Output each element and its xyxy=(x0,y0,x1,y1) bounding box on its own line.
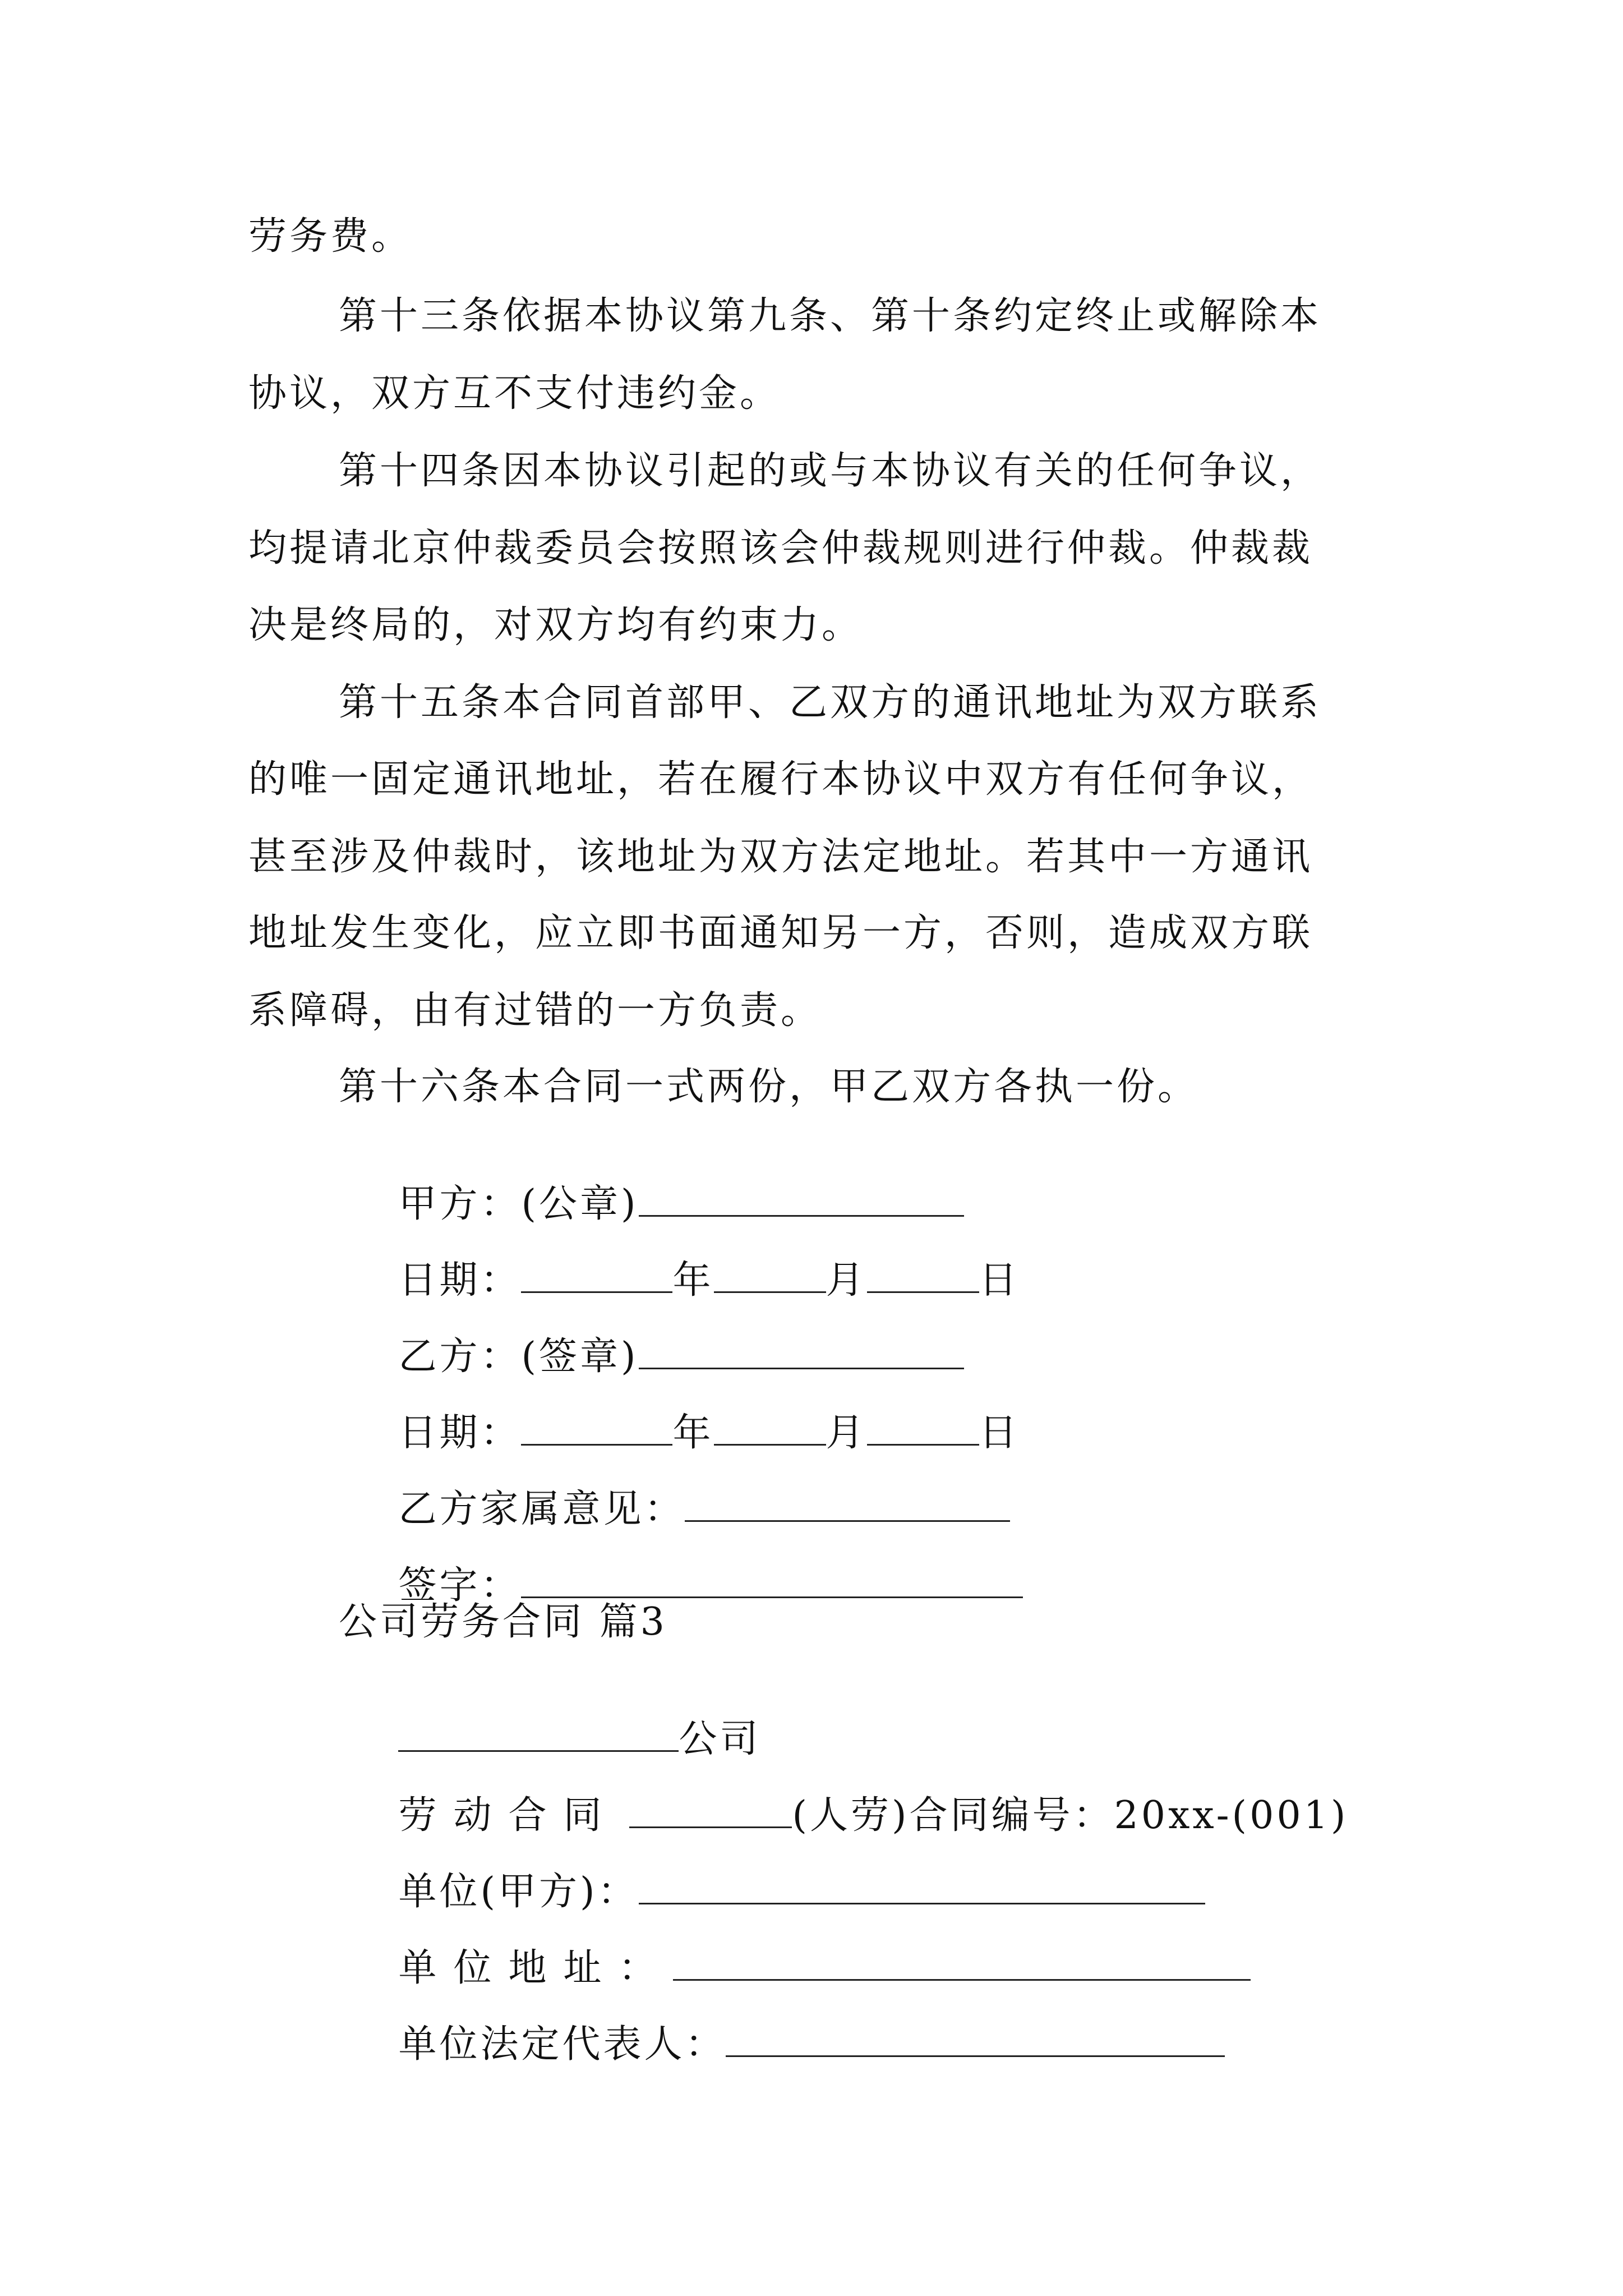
month-blank[interactable] xyxy=(714,1259,826,1293)
party-a-label: 甲方：(公章) xyxy=(398,1182,639,1226)
paragraph-line: 第十四条因本协议引起的或与本协议有关的任何争议， xyxy=(339,449,1322,493)
year-label: 年 xyxy=(672,1258,714,1303)
unit-a-blank[interactable] xyxy=(639,1870,1205,1904)
signature-blank[interactable] xyxy=(521,1564,1023,1598)
section-title: 公司劳务合同 篇3 xyxy=(339,1600,667,1644)
unit-address-label: 单位地址： xyxy=(398,1946,674,1990)
paragraph-line: 第十五条本合同首部甲、乙双方的通讯地址为双方联系 xyxy=(339,680,1322,725)
contract-type-blank[interactable] xyxy=(629,1794,792,1828)
party-b-label: 乙方：(签章) xyxy=(398,1335,639,1379)
day-blank[interactable] xyxy=(867,1259,979,1293)
paragraph-line: 第十六条本合同一式两份，甲乙双方各执一份。 xyxy=(339,1065,1199,1109)
paragraph-line: 均提请北京仲裁委员会按照该会仲裁规则进行仲裁。仲裁裁 xyxy=(248,526,1313,570)
paragraph-line: 决是终局的，对双方均有约束力。 xyxy=(248,603,863,647)
legal-rep-line xyxy=(339,1985,1225,2102)
year-label: 年 xyxy=(672,1411,714,1455)
legal-rep-label: 单位法定代表人： xyxy=(398,2022,726,2067)
month-label: 月 xyxy=(826,1258,867,1303)
company-name-blank[interactable] xyxy=(398,1718,679,1752)
day-label: 日 xyxy=(979,1258,1020,1303)
day-label: 日 xyxy=(979,1411,1020,1455)
paragraph-line: 的唯一固定通讯地址，若在履行本协议中双方有任何争议， xyxy=(248,757,1313,802)
year-blank[interactable] xyxy=(521,1411,672,1446)
party-a-blank[interactable] xyxy=(639,1182,964,1217)
paragraph-line: 劳务费。 xyxy=(248,214,413,259)
date-label: 日期： xyxy=(398,1411,522,1455)
contract-number-label: (人劳)合同编号：20xx-(001) xyxy=(792,1793,1349,1838)
year-blank[interactable] xyxy=(521,1259,672,1293)
paragraph-line: 协议，双方互不支付违约金。 xyxy=(248,371,781,416)
signature-label: 签字： xyxy=(398,1563,522,1608)
paragraph-line: 系障碍，由有过错的一方负责。 xyxy=(248,988,822,1033)
paragraph-line: 第十三条依据本协议第九条、第十条约定终止或解除本 xyxy=(339,294,1322,338)
paragraph-line: 地址发生变化，应立即书面通知另一方，否则，造成双方联 xyxy=(248,911,1313,955)
labor-contract-title: 劳动合同 xyxy=(398,1793,619,1838)
month-blank[interactable] xyxy=(714,1411,826,1446)
unit-a-label: 单位(甲方)： xyxy=(398,1870,639,1914)
company-suffix: 公司 xyxy=(679,1717,761,1761)
paragraph-line: 甚至涉及仲裁时，该地址为双方法定地址。若其中一方通讯 xyxy=(248,835,1313,879)
date-label: 日期： xyxy=(398,1258,522,1303)
legal-rep-blank[interactable] xyxy=(726,2023,1225,2057)
unit-address-blank[interactable] xyxy=(673,1947,1251,1981)
family-opinion-blank[interactable] xyxy=(685,1488,1010,1522)
family-opinion-label: 乙方家属意见： xyxy=(398,1487,685,1531)
day-blank[interactable] xyxy=(867,1411,979,1446)
party-b-blank[interactable] xyxy=(639,1335,964,1369)
month-label: 月 xyxy=(826,1411,867,1455)
